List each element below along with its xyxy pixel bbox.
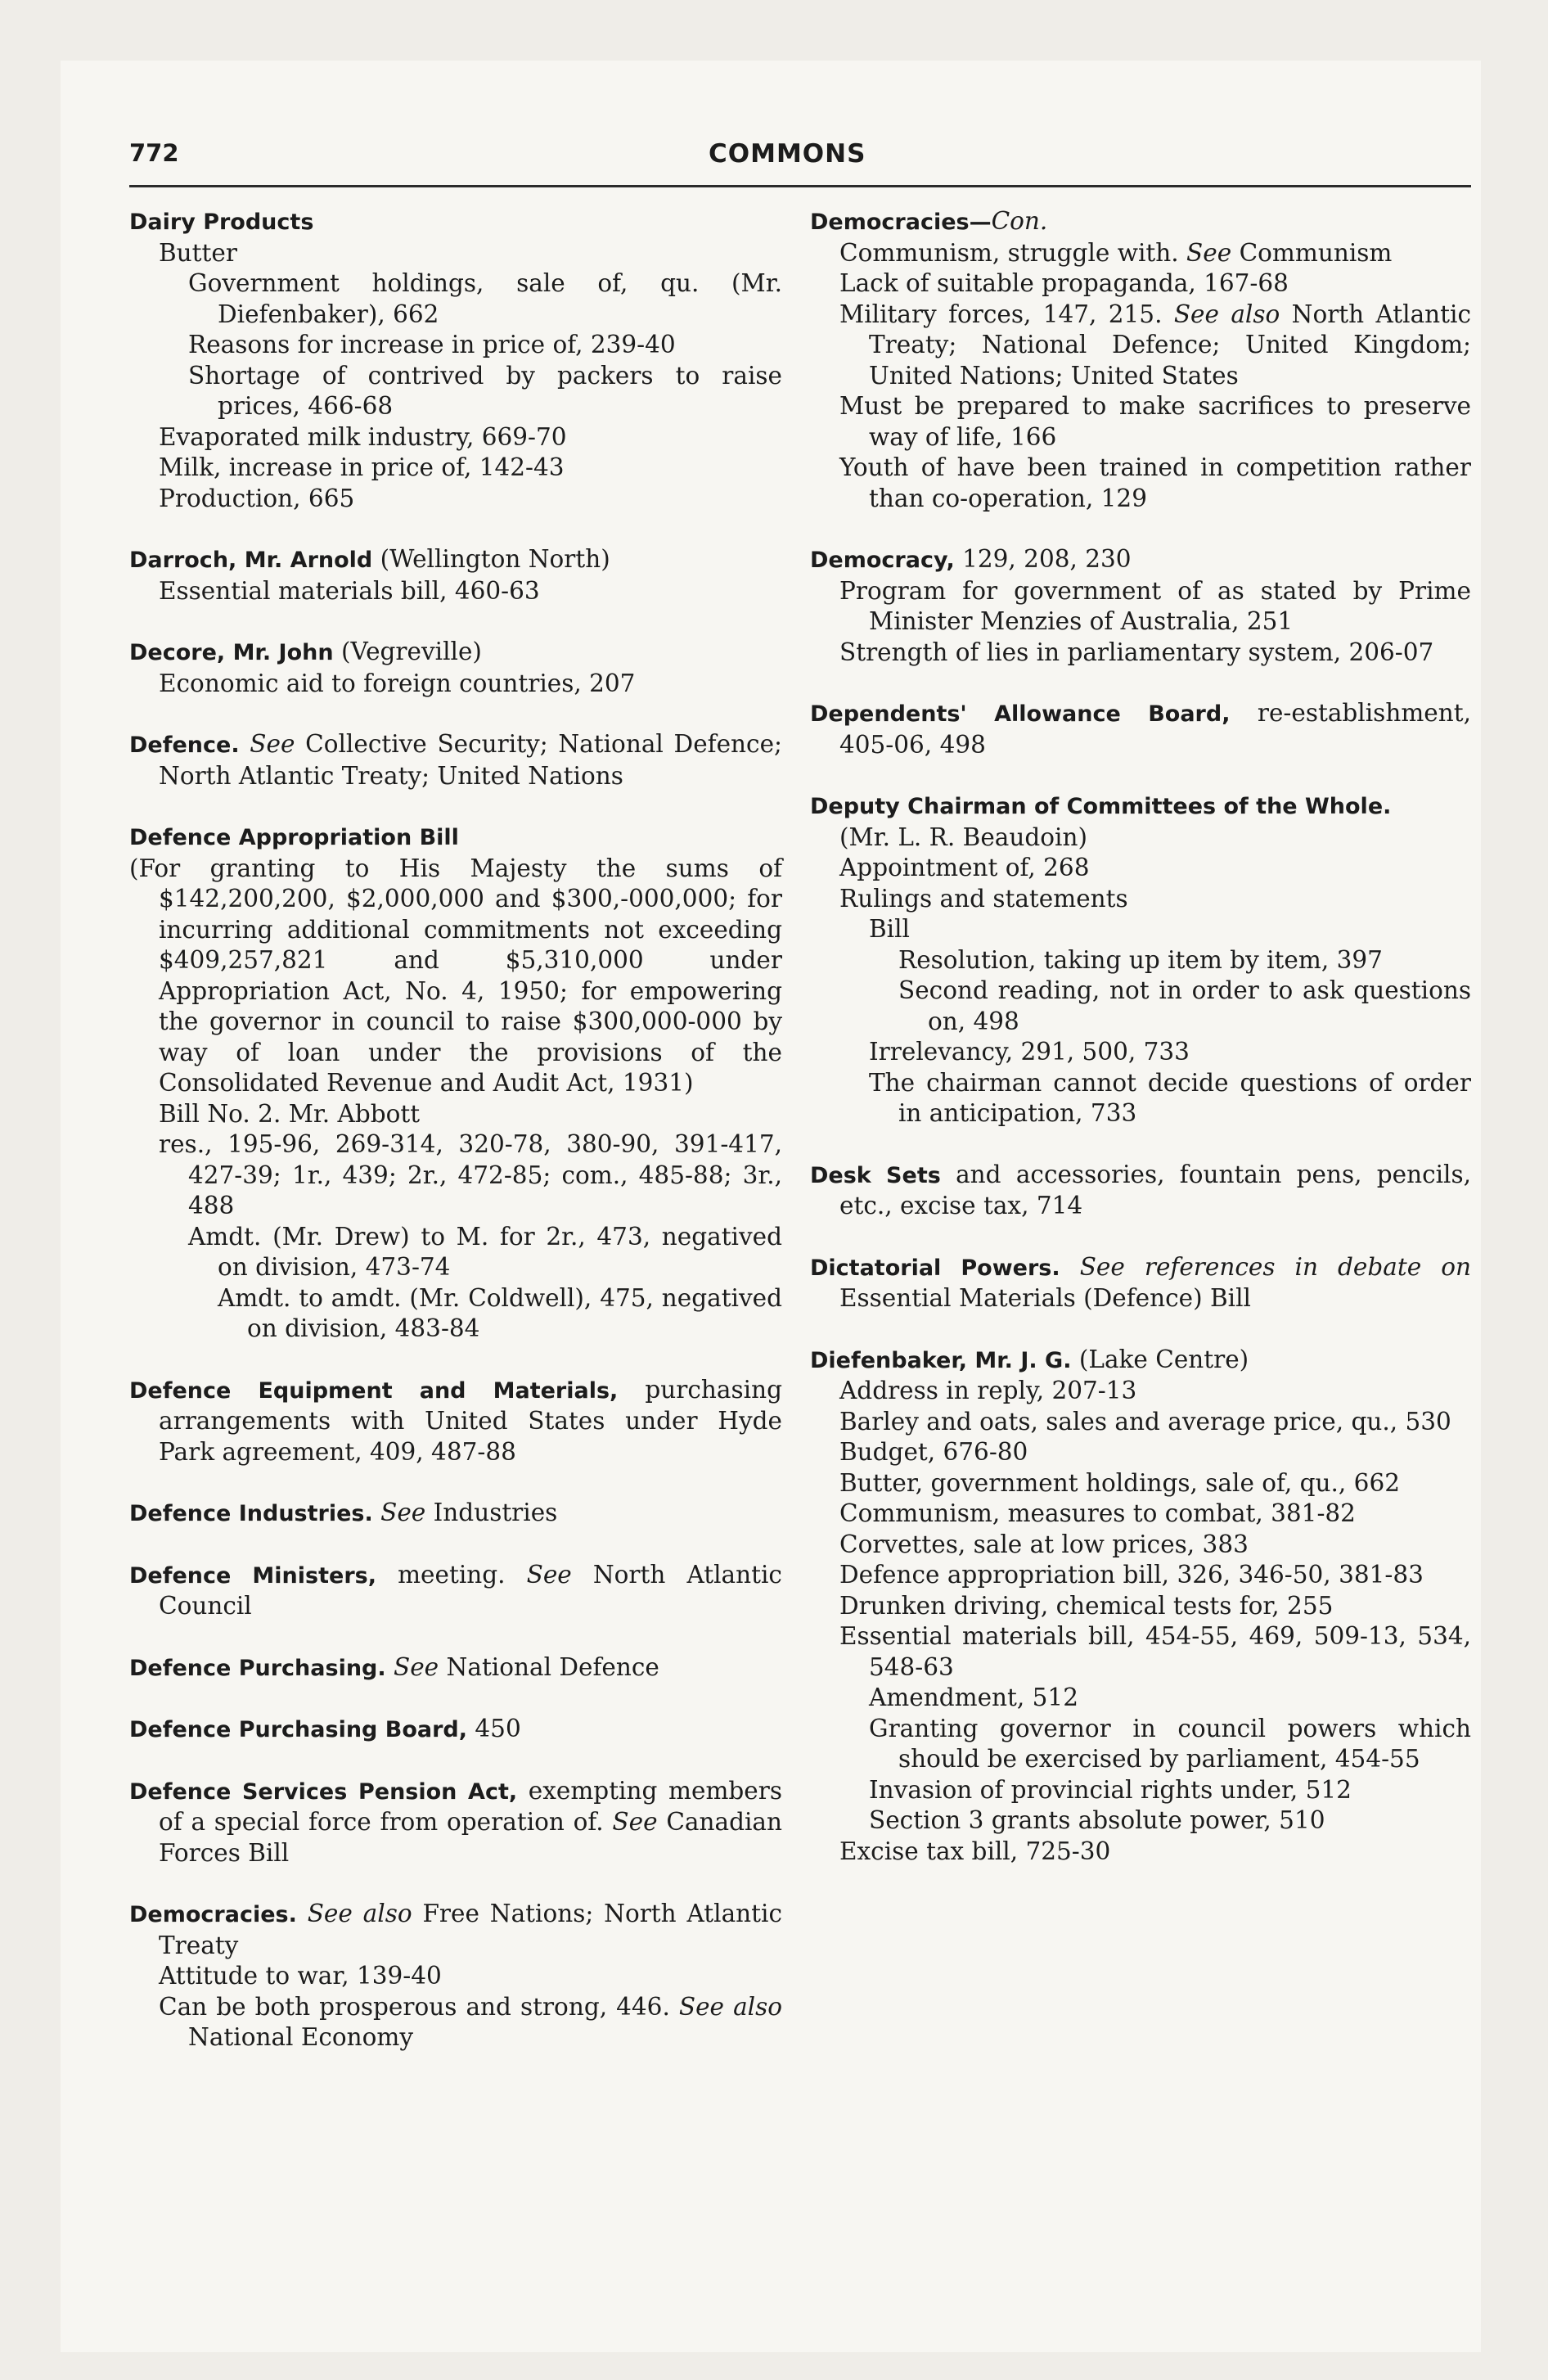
subentry: Second reading, not in order to ask questions on, 498	[898, 976, 1471, 1035]
entry-heading: Deputy Chairman of Committees of the Whole.	[810, 794, 1392, 819]
index-entry	[129, 544, 782, 606]
entry-text: re-establishment, 405-06, 498	[839, 699, 1471, 759]
subentry-text: Communism, struggle with.	[839, 238, 1179, 267]
page-header	[129, 139, 1471, 178]
index-entry	[810, 544, 1471, 668]
subentry: Defence appropriation bill, 326, 346-50, 381-83	[839, 1561, 1424, 1589]
subentry: Evaporated milk industry, 669-70	[159, 422, 567, 451]
subentry: Lack of suitable propaganda, 167-68	[839, 269, 1289, 297]
see-reference: See	[1186, 238, 1232, 267]
see-reference: See also	[307, 1900, 412, 1927]
entry-text: Industries	[433, 1499, 558, 1526]
subentry: Strength of lies in parliamentary system, 206-07	[839, 638, 1434, 666]
entry-heading: Defence Ministers,	[129, 1562, 376, 1589]
entry-text: North Atlantic Council	[159, 1560, 782, 1620]
subentry: Barley and oats, sales and average price, qu., 530	[839, 1407, 1451, 1436]
subentry: Excise tax bill, 725-30	[839, 1837, 1111, 1865]
subentry: Invasion of provincial rights under, 512	[869, 1775, 1352, 1804]
constituency: (Lake Centre)	[1071, 1345, 1249, 1373]
entry-heading: Dependents' Allowance Board,	[810, 701, 1231, 727]
subentry: Resolution, taking up item by item, 397	[898, 945, 1383, 974]
entry-heading: Dictatorial Powers.	[810, 1255, 1060, 1281]
entry-text: and accessories, fountain pens, pencils, etc., excise tax, 714	[839, 1160, 1471, 1219]
subentry	[839, 300, 1471, 392]
entry-heading: Defence Industries.	[129, 1501, 373, 1526]
see-reference: See	[250, 730, 295, 758]
subentry: Address in reply, 207-13	[839, 1377, 1137, 1404]
subentry: Amdt. to amdt. (Mr. Coldwell), 475, negatived on division, 483-84	[218, 1283, 782, 1342]
constituency: (Vegreville)	[333, 638, 482, 665]
entry-heading: Democracy,	[810, 548, 955, 573]
subentry: Attitude to war, 139-40	[159, 1962, 442, 1990]
subentry: The chairman cannot decide questions of order in anticipation, 733	[869, 1068, 1471, 1127]
subentry-text: Can be both prosperous and strong, 446.	[159, 1992, 670, 2021]
subentry: Drunken driving, chemical tests for, 255	[839, 1591, 1334, 1620]
see-reference: See	[612, 1808, 658, 1836]
index-entry	[129, 729, 782, 791]
entry-heading: Democracies—	[810, 210, 992, 235]
subentry: Production, 665	[159, 484, 355, 512]
entry-heading: Democracies.	[129, 1902, 297, 1927]
see-reference: See also	[678, 1992, 782, 2021]
index-entry	[810, 1252, 1471, 1314]
index-entry	[810, 698, 1471, 760]
entry-heading: Dairy Products	[129, 210, 314, 235]
index-entry	[129, 822, 782, 1345]
subentry: Reasons for increase in price of, 239-40	[188, 331, 676, 358]
bill-description: (For granting to His Majesty the sums of $142,200,200, $2,000,000 and $300,-000,000; for incurring additional commitments not exceeding $409,257,821 and $5,310,000 under Appropriation Act, No. 4, 1950; for empowering the governor in council to raise $300,000-000 by way of loan under the provisions of the Consolidated Revenue and Audit Act, 1931)	[129, 854, 782, 1097]
running-head: COMMONS	[709, 139, 866, 169]
entry-text: Free Nations; North Atlantic Treaty	[159, 1900, 782, 1959]
see-reference: See	[394, 1652, 439, 1681]
entry-text: 129, 208, 230	[962, 545, 1132, 573]
constituency: (Wellington North)	[372, 545, 610, 573]
subentry: Appointment of, 268	[839, 854, 1090, 881]
subentry: Butter, government holdings, sale of, qu., 662	[839, 1468, 1400, 1497]
subentry: Essential materials bill, 460-63	[159, 576, 540, 605]
index-entry	[129, 1652, 782, 1684]
entry-heading: Diefenbaker, Mr. J. G.	[810, 1347, 1072, 1373]
entry-heading: Defence Equipment and Materials,	[129, 1377, 619, 1404]
entry-heading: Defence Purchasing Board,	[129, 1717, 468, 1742]
subentry: Must be prepared to make sacrifices to preserve way of life, 166	[839, 392, 1471, 451]
entry-heading: Defence Services Pension Act,	[129, 1778, 518, 1805]
subentry	[159, 1992, 782, 2053]
subentry: Amendment, 512	[869, 1684, 1078, 1711]
subentry: Section 3 grants absolute power, 510	[869, 1806, 1325, 1834]
entry-text: Collective Security; National Defence; North Atlantic Treaty; United Nations	[159, 730, 782, 790]
see-reference: See also	[1173, 300, 1280, 328]
see-reference: See	[526, 1560, 572, 1589]
entry-text: 450	[475, 1715, 521, 1742]
entry-text: exempting members of a special force from operation of.	[159, 1776, 782, 1836]
index-entry	[810, 791, 1471, 1129]
entry-text: Essential Materials (Defence) Bill	[839, 1284, 1251, 1312]
subentry: Rulings and statements	[839, 884, 1128, 913]
index-entry	[810, 1160, 1471, 1222]
subentry: res., 195-96, 269-314, 320-78, 380-90, 391-417, 427-39; 1r., 439; 2r., 472-85; com., 485-88; 3r., 488	[159, 1130, 782, 1219]
subentry: Youth of have been trained in competition rather than co-operation, 129	[839, 453, 1471, 512]
entry-heading: Darroch, Mr. Arnold	[129, 548, 373, 573]
subentry: Butter	[159, 238, 237, 267]
page-number: 772	[129, 139, 179, 167]
index-entry	[129, 1714, 782, 1746]
entry-heading: Decore, Mr. John	[129, 640, 334, 665]
subentry-text: National Economy	[188, 2023, 414, 2051]
subentry	[839, 238, 1471, 269]
subentry: Granting governor in council powers which should be exercised by parliament, 454-55	[869, 1714, 1471, 1773]
subentry: Corvettes, sale at low prices, 383	[839, 1530, 1249, 1558]
index-entry	[129, 1498, 782, 1530]
subentry-text: Communism	[1239, 238, 1393, 267]
entry-heading: Defence.	[129, 732, 240, 758]
subentry: Amdt. (Mr. Drew) to M. for 2r., 473, negatived on division, 473-74	[188, 1222, 782, 1281]
continued-marker: Con.	[991, 207, 1048, 235]
index-entry	[129, 1776, 782, 1869]
entry-text: purchasing arrangements with United States under Hyde Park agreement, 409, 487-88	[159, 1375, 782, 1466]
subentry: Shortage of contrived by packers to raise prices, 466-68	[188, 361, 782, 420]
index-entry	[129, 1375, 782, 1468]
see-reference: See	[380, 1499, 426, 1526]
subentry: Communism, measures to combat, 381-82	[839, 1499, 1356, 1527]
subentry: Milk, increase in price of, 142-43	[159, 453, 565, 481]
subentry: Essential materials bill, 454-55, 469, 509-13, 534, 548-63	[839, 1622, 1471, 1681]
subentry-text: North Atlantic Treaty; National Defence; United Kingdom; United Nations; United States	[869, 300, 1471, 390]
entry-text: meeting.	[398, 1560, 506, 1589]
subentry: Bill No. 2. Mr. Abbott	[159, 1099, 421, 1128]
subentry: (Mr. L. R. Beaudoin)	[839, 823, 1087, 851]
entry-heading: Defence Purchasing.	[129, 1655, 386, 1681]
index-entry	[810, 206, 1471, 514]
index-entry	[129, 206, 782, 514]
subentry: Program for government of as stated by Prime Minister Menzies of Australia, 251	[839, 576, 1471, 635]
index-entry	[129, 1560, 782, 1622]
subentry: Irrelevancy, 291, 500, 733	[869, 1038, 1190, 1066]
subentry-text: Military forces, 147, 215.	[839, 300, 1163, 328]
index-entry	[129, 1899, 782, 2053]
subentry: Bill	[869, 915, 910, 943]
right-column	[810, 206, 1471, 1897]
index-entry	[129, 637, 782, 699]
see-reference: See references in debate on	[1079, 1252, 1471, 1281]
subentry: Budget, 676-80	[839, 1438, 1028, 1466]
entry-heading: Desk Sets	[810, 1162, 941, 1188]
index-entry	[810, 1345, 1471, 1868]
header-rule	[129, 185, 1471, 187]
entry-text: National Defence	[446, 1652, 659, 1681]
subentry: Government holdings, sale of, qu. (Mr. Diefenbaker), 662	[188, 269, 782, 328]
entry-text: Canadian Forces Bill	[159, 1808, 782, 1867]
entry-heading: Defence Appropriation Bill	[129, 825, 459, 850]
left-column	[129, 206, 782, 2084]
subentry: Economic aid to foreign countries, 207	[159, 669, 636, 697]
